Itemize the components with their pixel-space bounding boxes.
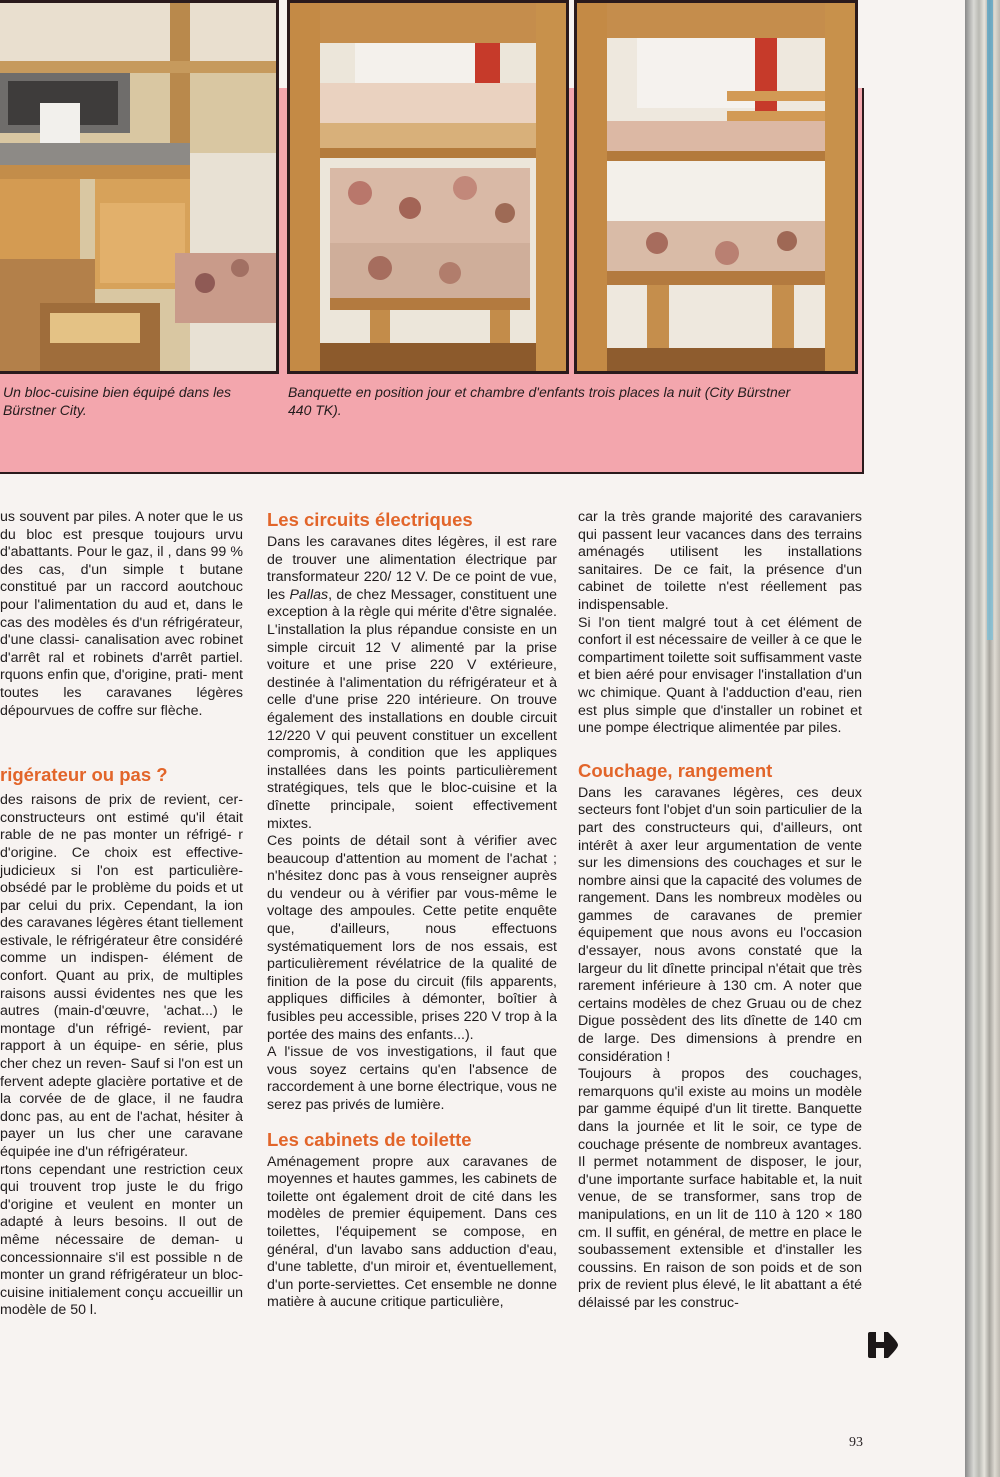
- brand-pallas: Pallas: [289, 586, 329, 603]
- text-column-1: [0, 509, 243, 1320]
- col1-paragraph-2: des raisons de prix de revient, cer- constructeurs ont estimé qu'il était rable de ne pas monter un réfrigé- r d'origine. Ce choix est effective- judicieux si l'on est particulière- obsédé par le problème du poids et ut par celui du prix. Cependant, la ion des caravanes légères étant tiellement estivale, le réfrigérateur être considéré comme un indispen- élément de confort. Quant au prix, de multiples raisons aussi évidentes nes que les autres (main-d'œuvre, 'achat...) le montage d'un réfrigé- revient, par rapport à un équipe- en série, plus cher chez un reven- Sauf si l'on est un fervent adepte glacière portative et de la corvée de de glace, il ne faudra donc pas, au ent de l'achat, hésiter à payer un lus cher une caravane équipée ine d'un réfrigérateur.: [0, 792, 243, 1160]
- bunk-night-photo-illustration: [577, 3, 855, 371]
- col2-paragraph-4: Aménagement propre aux caravanes de moyennes et hautes gammes, les cabinets de toilette ont également droit de cité dans les modèles de premier équipement. Dans ces toilettes, l'équipement se compose, en général, d'un lavabo sans adduction d'eau, d'une tablette, d'un miroir et, éventuellement, d'un porte-serviettes. Cet ensemble ne donne matière à aucune critique particulière,: [267, 1153, 557, 1311]
- col1-paragraph-1: us souvent par piles. A noter que le us du bloc est presque toujours urvu d'abattants. Pour le gaz, il , dans 99 % des cas, d'un simple t butane constitué par un raccord aoutchouc pour l'alimentation du aud et, dans le cas des modèles és d'un réfrigérateur, d'une classi- canalisation avec robinet d'arrêt ral et robinets d'arrêt partiel. rquons enfin que, d'origine, prati- ment toutes les caravanes légères dépourvues de coffre sur flèche.: [0, 509, 243, 719]
- col3-paragraph-3: Dans les caravanes légères, ces deux secteurs font l'objet d'un soin particulier de la part des constructeurs qui, d'ailleurs, ont intérêt à axer leur argumentation de vente sur les dimensions des couchages et sur le nombre ainsi que la capacité des volumes de rangement. Dans les nombreux modèles ou gammes de caravanes de premier équipement que nous avons eu l'occasion d'essayer, nous avons constaté que la largeur du lit dînette principal n'était que très rarement inférieure à 130 cm. A noter que certains modèles de chez Gruau ou de chez Digue possèdent des lits dînette de 140 cm de large. Des dimensions à prendre en considération !: [578, 784, 862, 1065]
- text-column-2: [267, 509, 557, 1312]
- col2-paragraph-3: A l'issue de vos investigations, il faut que vous soyez certains qu'en l'absence de raccordement à une borne électrique, vous ne serez pas privés de lumière.: [267, 1044, 557, 1113]
- photo-bunk-night-position: [574, 0, 858, 374]
- heading-sleeping-storage: Couchage, rangement: [578, 759, 773, 781]
- photo-bench-day-position: [287, 0, 569, 374]
- photo-kitchen-unit: [0, 0, 279, 374]
- col3-paragraph-2: Si l'on tient malgré tout à cet élément de confort il est nécessaire de veiller à ce que le compartiment toilette soit suffisamment vaste et bien aéré pour envisager l'installation d'un wc chimique. Quant à l'adduction d'eau, rien est plus simple que d'installer un robinet et une pompe électrique alimentée par piles.: [578, 614, 862, 737]
- caption-kitchen: Un bloc-cuisine bien équipé dans les Bürstner City.: [3, 384, 232, 418]
- page-number: 93: [849, 1435, 863, 1450]
- heading-toilet-cabinets: Les cabinets de toilette: [267, 1128, 472, 1150]
- kitchen-photo-illustration: [0, 3, 276, 371]
- page-edge-binding: [965, 0, 1000, 1477]
- col3-paragraph-1: car la très grande majorité des caravaniers qui passent leur vacances dans des terrains aménagés utilisent les installations sanitaires. De ce fait, la présence d'un cabinet de toilette n'est réellement pas indispensable.: [578, 509, 862, 613]
- heading-electrical-circuits: Les circuits électriques: [267, 509, 473, 530]
- col3-paragraph-4: Toujours à propos des couchages, remarquons qu'il existe au moins un modèle par gamme équipé d'un lit tirette. Banquette dans la journée et lit le soir, ce type de couchage présente de nombreux avantages. Il permet notamment de disposer, le jour, d'une importante surface habitable et, la nuit venue, de se transformer, sans trop de manipulations, en un lit de 110 à 120 × 180 cm. Il suffit, en général, de mettre en place le soubassement extensible et d'installer les coussins. En raison de son poids et de son prix de revient plus élevé, le lit abattant a été délaissé par les construc-: [578, 1066, 862, 1311]
- text-column-3: [578, 509, 862, 1313]
- page-edge-stripe: [987, 0, 993, 640]
- col2-paragraph-2: Ces points de détail sont à vérifier avec beaucoup d'attention au moment de l'achat ; n'hésitez donc pas à vous renseigner auprès du vendeur ou à vérifier par vous-même le voltage des ampoules. Cette petite enquête que, d'ailleurs, nous effectuons systématiquement lors de nos essais, est particulièrement révélatrice de la qualité de finition de la pose du circuit (fils apparents, appliques difficiles à démonter, boîtier à fusibles peu accessible, prises 220 V trop à la portée des mains des enfants...).: [267, 833, 557, 1043]
- bench-day-photo-illustration: [290, 3, 566, 371]
- col2-paragraph-1-text-a: Dans les caravanes dites légères, il est rare de trouver une alimentation électrique par transformateur 220/ 12 V. De ce point de vue, les: [267, 534, 557, 603]
- continue-arrow-icon: [866, 1330, 900, 1360]
- heading-refrigerator: rigérateur ou pas ?: [0, 764, 168, 786]
- caption-bench-beds: Banquette en position jour et chambre d'enfants trois places la nuit (City Bürstner 440 TK).: [288, 384, 791, 418]
- col1-paragraph-3: rtons cependant une restriction ceux qui trouvent trop juste le du frigo d'origine et veulent en monter un adapté à leurs besoins. Il out de même nécessaire de deman- u concessionnaire s'il est possible n de monter un grand réfrigérateur un bloc-cuisine initialement conçu accueillir un modèle de 50 l.: [0, 1161, 243, 1319]
- col2-paragraph-1-text-b: , de chez Messager, constituent une exception à la règle qui mérite d'être signalée. L'installation la plus répandue consiste en un simple circuit 12 V alimenté par la prise voiture et une prise 220 V extérieure, destinée à l'alimentation du réfrigérateur et à celle d'une prise 220 intérieure. On trouve également des installations en double circuit 12/220 V qui peuvent constituer un excellent compromis, à condition que les appliques installées dans les points particulièrement stratégiques, tels que le bloc-cuisine et la dînette principale, soient effectivement mixtes.: [267, 586, 558, 832]
- col2-paragraph-1: [267, 534, 557, 833]
